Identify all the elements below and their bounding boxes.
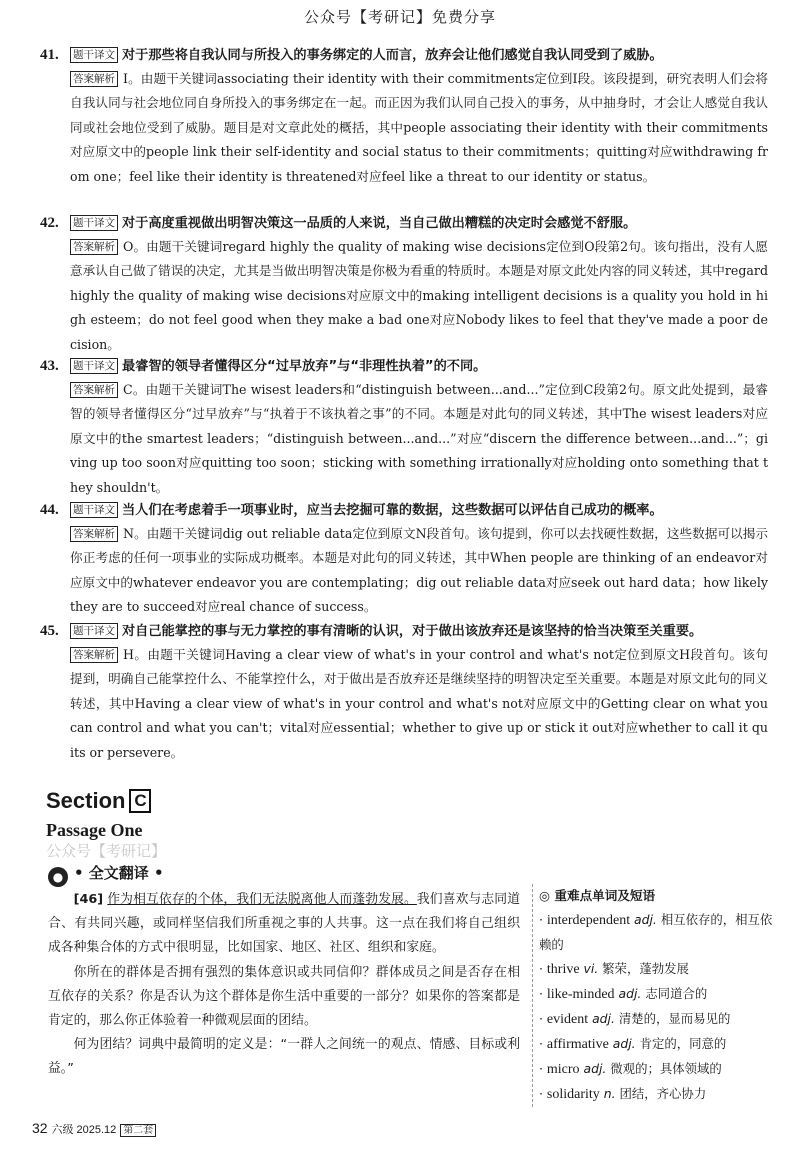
question-number: 43.	[40, 358, 59, 374]
section-letter-badge: C	[129, 789, 151, 813]
vocabulary-title: ◎ 重难点单词及短语	[539, 888, 656, 903]
analysis-tag: 答案解析	[70, 382, 118, 398]
vocab-word: interdependent	[546, 913, 631, 928]
vocab-meaning: 繁荣，蓬勃发展	[602, 961, 689, 976]
section-label: Section	[46, 788, 126, 813]
answer-text: I。由题干关键词associating their identity with their commitments定位到I段。该段提到，研究表明人们会将自我认同与社会地位同自身所投入的事务绑定在一起。而正因为我们认同自己投入的事务，从中抽身时，才会让人感觉自我认同或社会地位受到了威胁。题目是对文章此处的概括，其中people associating their identity with their commitments对应原文中的people link their self-identity and social status to their commitments；quitting对应withdrawing from one；feel like their identity is threatened对应feel like a threat to our identity or status。	[70, 71, 768, 184]
question-item-44	[40, 499, 768, 620]
translation-tag: 题干译文	[70, 358, 118, 374]
analysis-tag: 答案解析	[70, 526, 118, 542]
vocab-item: · micro adj. 微观的；具体领域的	[539, 1061, 722, 1077]
vocab-item: · thrive vi. 繁荣，蓬勃发展	[539, 961, 689, 977]
answer-text: O。由题干关键词regard highly the quality of making wise decisions定位到O段第2句。该句指出，没有人愿意承认自己做了错误的决定，尤其是当做出明智决策是你极为看重的特质时。本题是对原文此处内容的同义转述，其中regard highly the quality of making wise decisions对应原文中的making intelligent decisions is a quality you hold in high esteem；do not feel good when they make a bad one对应Nobody likes to feel that they've made a poor decision。	[70, 239, 768, 352]
question-line	[40, 620, 768, 643]
vocab-meaning: 相互依存的，相互依赖的	[539, 912, 773, 952]
vocab-word: affirmative	[546, 1037, 609, 1052]
question-number: 41.	[40, 47, 59, 63]
translation-paragraph: 你所在的群体是否拥有强烈的集体意识或共同信仰？群体成员之间是否存在相互依存的关系？你是否认为这个群体是你生活中重要的一部分？如果你的答案都是肯定的，那么你正体验着一种微观层面的团结。	[48, 964, 520, 1029]
vocab-pos: adj.	[618, 986, 642, 1001]
vocab-word: thrive	[546, 962, 580, 977]
answer-text: N。由题干关键词dig out reliable data定位到原文N段首句。该句提到，你可以去找硬性数据，这些数据可以揭示你正考虑的任何一项事业的实际成功概率。本题是对此句的同义转述，其中When people are thinking of an endeavor对应原文中的whatever endeavor you are contemplating；dig out reliable data对应seek out hard data；how likely they are to succeed对应real chance of success。	[70, 526, 769, 615]
vocab-pos: adj.	[583, 1061, 607, 1076]
question-line	[40, 355, 768, 378]
vocab-item: · solidarity n. 团结，齐心协力	[539, 1086, 707, 1102]
set-label: 第二套	[120, 1124, 156, 1137]
question-number: 42.	[40, 215, 59, 231]
speech-bubble-icon: ●	[48, 867, 68, 887]
translation-body	[48, 888, 520, 1082]
answer-text: H。由题干关键词Having a clear view of what's in your control and what's not定位到原文H段首句。该句提到，明确自己能掌控什么、不能掌控什么，对于做出是否放弃还是继续坚持的明智决定至关重要。本题是对原文此句的同义转述，其中Having a clear view of what's in your control and what's not对应原文中的Getting clear on what you can control and what you can't；vital对应essential；whether to give up or stick it out对应whether to call it quits or persevere。	[70, 647, 768, 760]
question-line	[40, 44, 768, 67]
vocab-item: · affirmative adj. 肯定的，同意的	[539, 1036, 727, 1052]
answer-analysis	[70, 522, 768, 620]
question-item-42	[40, 212, 768, 357]
vocab-word: like-minded	[546, 987, 615, 1002]
answer-analysis	[70, 643, 768, 765]
vocab-pos: adj.	[592, 1011, 615, 1026]
question-item-45	[40, 620, 768, 765]
vocab-word: solidarity	[546, 1087, 600, 1102]
question-number: 44.	[40, 502, 59, 518]
paragraph-text: 我们喜欢与志同道合、有共同兴趣，或同样坚信我们所重视之事的人共事。这一点在我们将自己组织成各种集合体的方式中很明显，比如国家、地区、社区、组织和家庭。	[48, 892, 520, 956]
vocabulary-title-text: 重难点单词及短语	[554, 888, 656, 903]
watermark-text: 公众号【考研记】	[46, 842, 167, 860]
translation-tag: 题干译文	[70, 215, 118, 231]
vocab-item: · like-minded adj. 志同道合的	[539, 986, 708, 1002]
translation-tag: 题干译文	[70, 47, 118, 63]
question-number: 45.	[40, 623, 59, 639]
analysis-tag: 答案解析	[70, 239, 118, 255]
answer-text: C。由题干关键词The wisest leaders和“distinguish between...and...”定位到C段第2句。原文此处提到，最睿智的领导者懂得区分“过早放弃”与“执着于不该执着之事”的不同。本题是对此句的同义转述，其中The wisest leaders对应原文中的the smartest leaders；“distinguish between...and...”对应“discern the difference between...and...”；giving up too soon对应quitting too soon；sticking with something irrationally对应holding onto something that they shouldn't。	[70, 382, 768, 495]
page-number: 32	[32, 1120, 48, 1136]
question-translation: 对自己能掌控的事与无力掌控的事有清晰的认识，对于做出该放弃还是该坚持的恰当决策至关重要。	[122, 624, 703, 639]
answer-analysis	[70, 67, 768, 189]
question-line	[40, 499, 768, 522]
vocab-meaning: 清楚的，显而易见的	[618, 1011, 731, 1026]
vocab-pos: adj.	[612, 1036, 636, 1051]
vocab-meaning: 微观的；具体领域的	[610, 1061, 722, 1076]
question-translation: 最睿智的领导者懂得区分“过早放弃”与“非理性执着”的不同。	[122, 359, 487, 374]
question-item-43	[40, 355, 768, 500]
full-translation-heading	[48, 862, 164, 887]
question-item-41	[40, 44, 768, 189]
answer-analysis	[70, 378, 768, 500]
question-translation: 当人们在考虑着手一项事业时，应当去挖掘可靠的数据，这些数据可以评估自己成功的概率。	[122, 503, 663, 518]
translation-tag: 题干译文	[70, 502, 118, 518]
full-translation-heading-text: • 全文翻译 •	[74, 864, 164, 882]
vocab-meaning: 肯定的，同意的	[639, 1036, 727, 1051]
vocab-pos: n.	[603, 1086, 616, 1101]
passage-title: Passage One	[46, 820, 143, 840]
translation-paragraph: 何为团结？词典中最简明的定义是：“一群人之间统一的观点、情感、目标或利益。”	[48, 1037, 520, 1077]
question-translation: 对于高度重视做出明智决策这一品质的人来说，当自己做出糟糕的决定时会感觉不舒服。	[122, 216, 637, 231]
exam-level: 六级 2025.12	[51, 1124, 117, 1136]
vocab-meaning: 团结，齐心协力	[619, 1086, 707, 1101]
vocab-word: micro	[546, 1062, 580, 1077]
section-heading	[46, 788, 151, 814]
vocab-pos: vi.	[583, 961, 599, 976]
vocab-meaning: 志同道合的	[645, 986, 708, 1001]
translation-paragraph	[48, 888, 520, 961]
analysis-tag: 答案解析	[70, 71, 118, 87]
question-line	[40, 212, 768, 235]
answer-analysis	[70, 235, 768, 357]
vocab-item: · evident adj. 清楚的，显而易见的	[539, 1011, 731, 1027]
vocab-word: evident	[546, 1012, 589, 1027]
underlined-sentence: 作为相互依存的个体，我们无法脱离他人而蓬勃发展。	[107, 892, 417, 907]
vocab-pos: adj.	[634, 912, 657, 927]
header-text: 公众号【考研记】免费分享	[303, 8, 496, 26]
translation-tag: 题干译文	[70, 623, 118, 639]
question-marker: [46]	[73, 892, 104, 907]
question-translation: 对于那些将自我认同与所投入的事务绑定的人而言，放弃会让他们感觉自我认同受到了威胁。	[122, 48, 663, 63]
vocab-item: · interdependent adj. 相互依存的，相互依赖的	[539, 912, 773, 952]
analysis-tag: 答案解析	[70, 647, 118, 663]
page-footer	[32, 1120, 156, 1137]
vocabulary-panel	[532, 884, 779, 1107]
